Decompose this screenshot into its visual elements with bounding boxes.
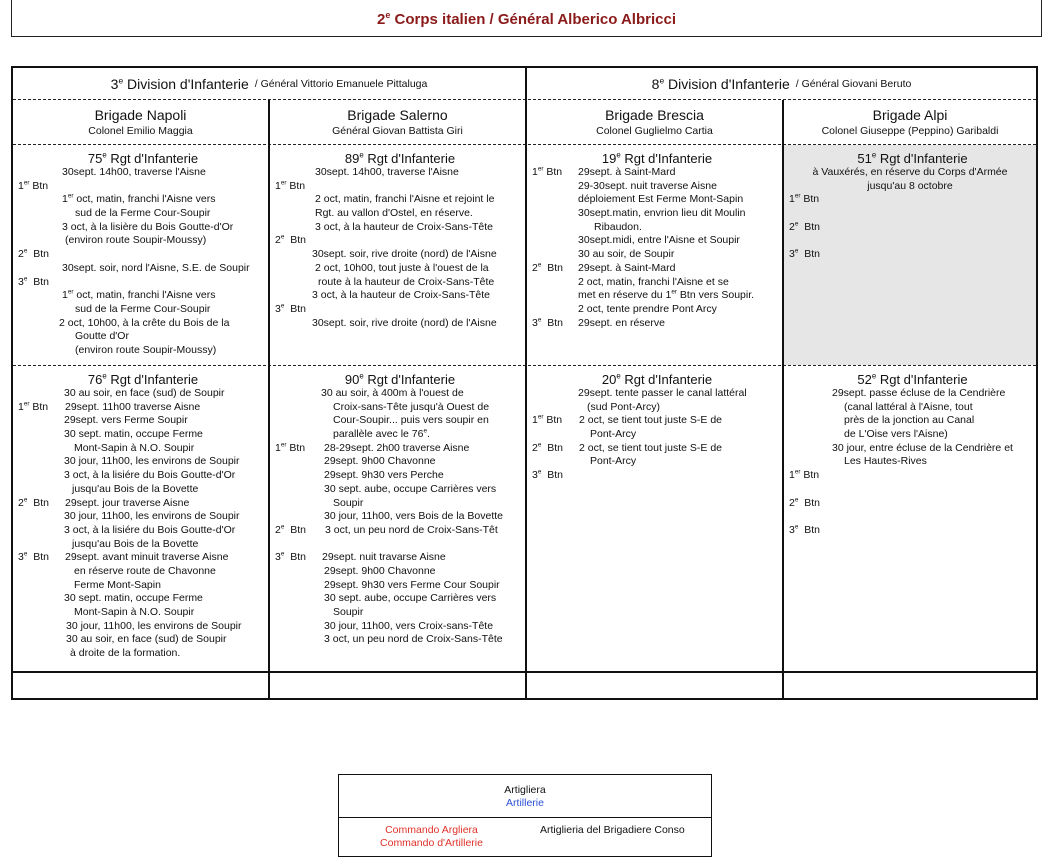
brigade-napoli	[13, 100, 268, 144]
event-line: 30sept.midi, entre l'Aisne et Soupir	[578, 234, 740, 247]
event-line: à Vauxérés, en réserve du Corps d'Armée	[812, 166, 1008, 178]
event-line: 30 sept. aube, occupe Carrières vers	[324, 482, 497, 495]
event-line: 29-30sept. nuit traverse Aisne	[578, 179, 717, 192]
division-header-8: 8e Division d'Infanterie / Général Giovani Beruto	[651, 74, 912, 92]
order-of-battle-table	[11, 66, 1038, 700]
event-line: 30sept.matin, envrion lieu dit Moulin	[578, 207, 746, 220]
regiment-title: 75e Rgt d'Infanterie	[87, 150, 199, 166]
brigade-commander: Colonel Guglielmo Cartia	[596, 125, 713, 137]
brigade-brescia	[527, 100, 782, 144]
battalion-row	[789, 221, 1036, 235]
event-line: 29sept. 9h30 vers Ferme Cour Soupir	[324, 578, 500, 591]
event-line: 30 jour, 11h00, vers Croix-sans-Tête	[324, 619, 494, 632]
event-line: 30sept. soir, rive droite (nord) de l'Aisne	[312, 248, 497, 261]
battalion-row: 2e Btn 29sept. jour traverse Aisne	[18, 496, 190, 509]
event-line: sud de la Ferme Cour-Soupir	[75, 207, 211, 220]
event-line: Mont-Sapin à N.O. Soupir	[74, 606, 195, 618]
regiment-19	[527, 145, 782, 365]
event-line: près de la jonction au Canal	[844, 414, 975, 427]
division-general: Général Giovani Beruto	[801, 77, 912, 90]
event-line: Ferme Mont-Sapin	[74, 578, 161, 591]
event-line: en réserve route de Chavonne	[74, 564, 216, 577]
event-line: 30 jour, 11h00, les environs de Soupir	[64, 510, 240, 523]
event-line: 3 oct, à la hauteur de Croix-Sans-Tête	[315, 220, 494, 233]
battalion-row	[532, 469, 782, 483]
battalion-label: 2e Btn	[532, 261, 563, 274]
battalion-label: 2e Btn	[275, 523, 306, 536]
battalion-label: 2e Btn	[275, 233, 306, 247]
brigade-commander: Général Giovan Battista Giri	[332, 125, 463, 137]
event-line: 30 jour, entre écluse de la Cendrière et	[832, 441, 1013, 454]
corps-title: 2e Corps italien / Général Alberico Albricci	[377, 10, 676, 28]
event-line	[789, 483, 1036, 497]
event-line: sud de la Ferme Cour-Soupir	[75, 302, 211, 315]
battalion-label: 3e Btn	[532, 316, 563, 329]
event-line: à droite de la formation.	[70, 647, 181, 660]
event-line	[789, 234, 1036, 248]
battalion-label: 3e Btn	[532, 468, 563, 482]
battalion-label: 3e Btn	[18, 275, 49, 288]
event-line: 30sept. soir, nord l'Aisne, S.E. de Soupir	[62, 261, 250, 274]
event-line: 30 jour, 11h00, les environs de Soupir	[66, 619, 242, 632]
event-line: (canal lattéral à l'Aisne, tout	[844, 400, 973, 413]
event-line: Pont-Arcy	[590, 455, 637, 468]
event-line	[789, 510, 1036, 524]
event-line	[275, 538, 525, 552]
command-fr: Commando d'Artillerie	[380, 837, 483, 849]
event-line: 1er oct, matin, franchi l'Aisne vers	[62, 192, 216, 206]
event-line: 30 au soir, en face (sud) de Soupir	[66, 633, 227, 646]
event-line: 30 au soir, de Soupir	[578, 248, 675, 261]
command-it: Commando Argliera	[385, 824, 478, 836]
event-line: 29sept. 9h00 Chavonne	[324, 564, 436, 577]
brigade-commander: Colonel Giuseppe (Peppino) Garibaldi	[821, 125, 999, 137]
event-line: Croix-sans-Tête jusqu'à Ouest de	[333, 400, 490, 413]
brigade-salerno	[270, 100, 525, 144]
regiment-51	[784, 145, 1036, 365]
divider	[525, 68, 527, 698]
event-line: 29sept. 9h30 vers Perche	[324, 469, 444, 482]
battalion-row	[18, 248, 268, 262]
battalion-row	[789, 497, 1036, 511]
battalion-label: 2e Btn	[18, 496, 49, 509]
event-line: de L'Oise vers l'Aisne)	[844, 428, 948, 441]
battalion-row: 1er Btn 2 oct, se tient tout juste S-E de	[532, 413, 722, 427]
battalion-label: 1er Btn	[18, 179, 49, 192]
battalion-row: 3e Btn 29sept. nuit travarse Aisne	[275, 550, 446, 564]
event-line: 2 oct, tente prendre Pont Arcy	[578, 302, 717, 315]
regiment-20	[527, 366, 782, 671]
event-line: Les Hautes-Rives	[844, 455, 927, 468]
battalion-row	[18, 180, 268, 194]
battalion-label: 3e Btn	[18, 550, 49, 564]
event-line: 2 oct, 10h00, à la crête du Bois de la	[59, 316, 230, 329]
event-line: 3 oct, à la lisiére du Bois Goutte-d'Or	[64, 523, 236, 536]
battalion-row: 1er Btn 28-29sept. 2h00 traverse Aisne	[275, 441, 470, 454]
event-line: 3 oct, à la hauteur de Croix-Sans-Tête	[312, 289, 491, 302]
event-line: route à la hauteur de Croix-Sans-Tête	[318, 275, 495, 288]
event-line: jusqu'au Bois de la Bovette	[72, 537, 199, 550]
battalion-row	[789, 248, 1036, 262]
divider	[268, 100, 270, 698]
battalion-row: 1er Btn 29sept. 11h00 traverse Aisne	[18, 400, 201, 413]
event-line: Mont-Sapin à N.O. Soupir	[74, 441, 195, 454]
event-line: 30 jour, 11h00, vers Bois de la Bovette	[324, 510, 504, 523]
battalion-label: 1er Btn	[789, 192, 820, 206]
event-line: 3 oct, à la lisiére du Bois Goutte-d'Or	[64, 469, 236, 482]
event-line: 29sept. tente passer le canal lattéral	[578, 387, 747, 399]
battalion-row	[789, 193, 1036, 207]
event-line: Ribaudon.	[594, 220, 642, 233]
brigade-alpi	[784, 100, 1036, 144]
event-line: 3 oct, à la lisière du Bois Goutte-d'Or	[62, 220, 234, 233]
event-line: parallèle avec le 76e.	[333, 427, 430, 441]
brigade-name: Brigade Napoli	[94, 107, 187, 123]
battalion-row	[275, 303, 525, 317]
brigade-name: Brigade Brescia	[605, 107, 704, 123]
event-line: met en réserve du 1er Btn vers Soupir.	[578, 288, 755, 302]
battalion-label: 1er Btn	[789, 468, 820, 482]
event-line: Rgt. au vallon d'Ostel, en réserve.	[315, 207, 473, 220]
event-line: 29sept. passe écluse de la Cendrière	[832, 387, 1006, 399]
battalion-label: 3e Btn	[275, 550, 306, 564]
battalion-label: 3e Btn	[789, 523, 820, 536]
battalion-label: 2e Btn	[789, 220, 820, 233]
event-line: 30 sept. matin, occupe Ferme	[64, 592, 203, 605]
event-line: 1er oct, matin, franchi l'Aisne vers	[62, 288, 216, 302]
battalion-row: 2e Btn 2 oct, se tient tout juste S-E de	[532, 441, 722, 454]
event-line: 3 oct, un peu nord de Croix-Sans-Tête	[324, 633, 503, 646]
battalion-row: 2e Btn 29sept. à Saint-Mard	[532, 261, 676, 274]
battalion-row	[789, 524, 1036, 538]
regiment-title: 90e Rgt d'Infanterie	[344, 371, 456, 387]
battalion-row: 3e Btn 29sept. avant minuit traverse Aisne	[18, 550, 229, 564]
corps-header	[11, 0, 1042, 37]
event-line: 30 au soir, à 400m à l'ouest de	[321, 387, 464, 399]
divider	[782, 100, 784, 698]
battalion-row: 3e Btn 29sept. en réserve	[532, 316, 665, 329]
battalion-label: 1er Btn	[275, 179, 306, 192]
battalion-label: 2e Btn	[18, 247, 49, 261]
event-line: 29sept. vers Ferme Soupir	[64, 414, 188, 427]
regiment-title: 20e Rgt d'Infanterie	[601, 371, 713, 387]
event-line: 30sept. 14h00, traverse l'Aisne	[315, 166, 459, 178]
brigade-name: Brigade Salerno	[347, 107, 448, 123]
division-header-3: 3e Division d'Infanterie / Général Vittorio Emanuele Pittaluga	[110, 74, 428, 92]
battalion-row: 2e Btn 3 oct, un peu nord de Croix-Sans-Têt	[275, 523, 498, 536]
artillery-command	[339, 824, 524, 849]
battalion-label: 3e Btn	[275, 302, 306, 315]
battalion-label: 1er Btn	[532, 413, 563, 427]
event-line: Soupir	[333, 606, 364, 618]
event-line: Pont-Arcy	[590, 428, 637, 441]
artillery-title-fr: Artillerie	[506, 797, 544, 809]
battalion-label: 3e Btn	[789, 247, 820, 261]
regiment-title: 52e Rgt d'Infanterie	[857, 371, 968, 387]
event-line: (sud Pont-Arcy)	[587, 400, 660, 413]
event-line: Goutte d'Or	[75, 330, 129, 343]
battalion-label: 1er Btn	[18, 400, 49, 413]
brigade-name: Brigade Alpi	[872, 107, 948, 123]
battalion-row	[275, 180, 525, 194]
event-line	[789, 207, 1036, 221]
event-line: jusqu'au 8 octobre	[867, 179, 953, 192]
battalion-label: 2e Btn	[789, 496, 820, 509]
event-line: 2 oct, 10h00, tout juste à l'ouest de la	[315, 261, 489, 274]
regiment-75	[13, 145, 268, 365]
artillery-header	[339, 775, 711, 818]
battalion-row	[275, 234, 525, 248]
regiment-title: 19e Rgt d'Infanterie	[601, 150, 713, 166]
division-general: Général Vittorio Emanuele Pittaluga	[260, 77, 428, 90]
event-line: 30sept. 14h00, traverse l'Aisne	[62, 166, 206, 178]
event-line: déploiement Est Ferme Mont-Sapin	[578, 193, 744, 206]
event-line: 30 sept. matin, occupe Ferme	[64, 428, 203, 441]
event-line: (environ route Soupir-Moussy)	[65, 234, 207, 247]
artillery-box	[338, 774, 712, 857]
regiment-title: 89e Rgt d'Infanterie	[344, 150, 456, 166]
regiment-52	[784, 366, 1036, 671]
battalion-row	[789, 469, 1036, 483]
regiment-title: 51e Rgt d'Infanterie	[857, 150, 968, 166]
battalion-row: 1er Btn 29sept. à Saint-Mard	[532, 165, 676, 178]
battalion-row	[18, 276, 268, 290]
regiment-76	[13, 366, 268, 671]
event-line: 30sept. soir, rive droite (nord) de l'Aisne	[312, 316, 497, 329]
battalion-label: 1er Btn	[275, 441, 306, 454]
event-line: jusqu'au Bois de la Bovette	[72, 482, 199, 495]
event-line: 30 au soir, en face (sud) de Soupir	[64, 387, 225, 399]
event-line: 30 jour, 11h00, les environs de Soupir	[64, 455, 240, 468]
event-line: 29sept. 9h00 Chavonne	[324, 455, 436, 468]
regiment-89	[270, 145, 525, 365]
artillery-brigadier: Artiglieria del Brigadiere Conso	[540, 824, 685, 836]
event-line: Cour-Soupir... puis vers soupir en	[333, 414, 489, 427]
event-line: 2 oct, matin, franchi l'Aisne et rejoint le	[315, 193, 495, 206]
regiment-title: 76e Rgt d'Infanterie	[87, 371, 199, 387]
event-line: 2 oct, matin, franchi l'Aisne et se	[578, 275, 729, 288]
artillery-title-it: Artigliera	[504, 784, 546, 796]
event-line: 30 sept. aube, occupe Carrières vers	[324, 592, 497, 605]
event-line: (environ route Soupir-Moussy)	[75, 343, 217, 356]
brigade-commander: Colonel Emilio Maggia	[88, 125, 193, 137]
regiment-90	[270, 366, 525, 671]
battalion-label: 1er Btn	[532, 165, 563, 178]
battalion-label: 2e Btn	[532, 441, 563, 454]
event-line: Soupir	[333, 496, 364, 509]
